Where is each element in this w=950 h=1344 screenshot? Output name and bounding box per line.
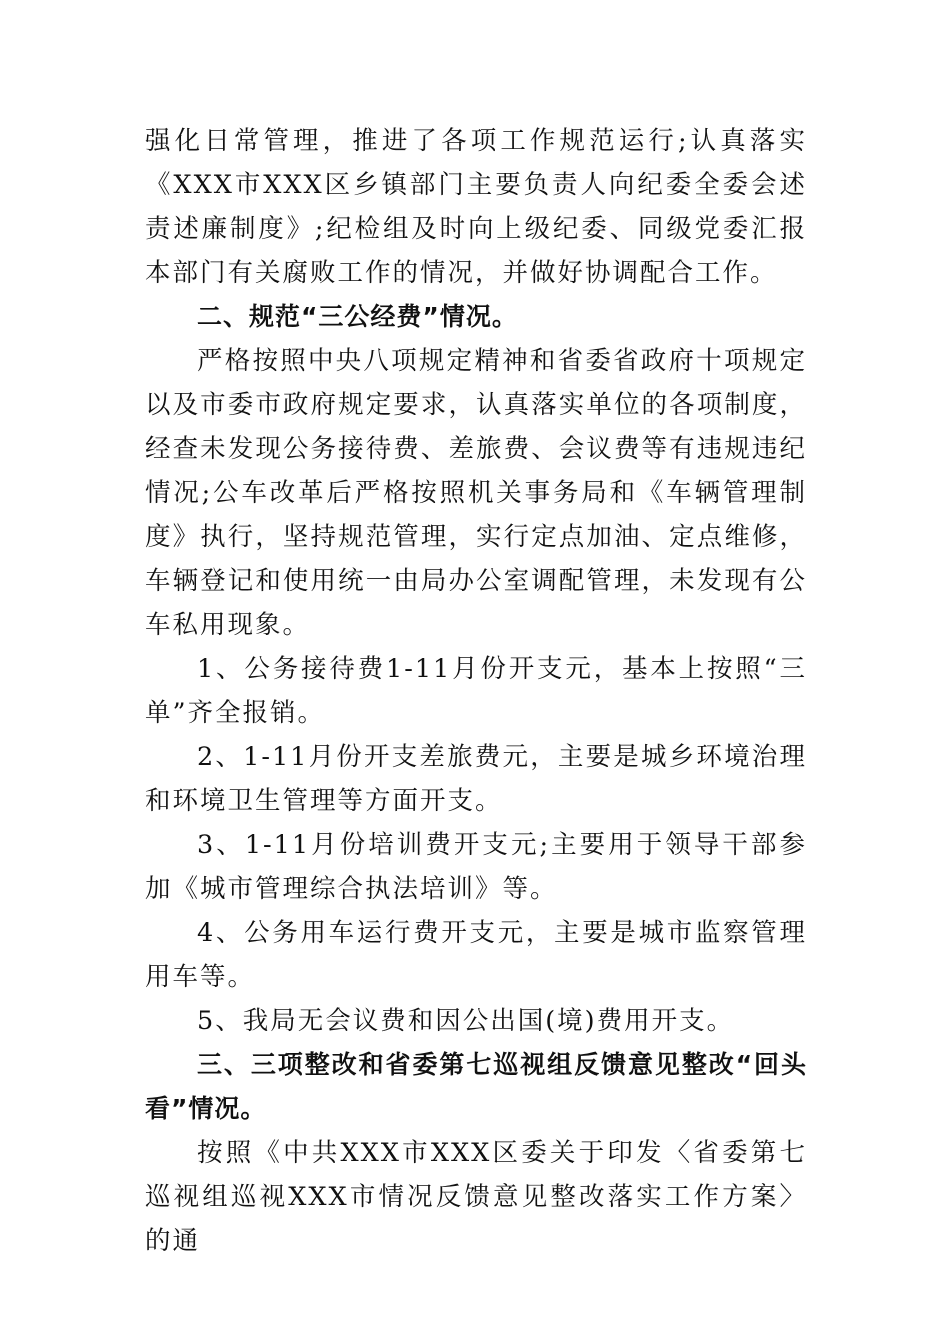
list-item-training-expense: 3、1-11月份培训费开支元;主要用于领导干部参加《城市管理综合执法培训》等。 — [145, 830, 807, 904]
paragraph-expense-regulation: 严格按照中央八项规定精神和省委省政府十项规定以及市委市政府规定要求，认真落实单位的各项制度，经查未发现公务接待费、差旅费、会议费等有违规违纪情况;公车改革后严格按照机关事务局和《车辆管理制度》执行，坚持规范管理，实行定点加油、定点维修，车辆登记和使用统一由局办公室调配管理，未发现有公车私用现象。 — [145, 346, 807, 640]
list-item-travel-expense: 2、1-11月份开支差旅费元，主要是城乡环境治理和环境卫生管理等方面开支。 — [145, 742, 807, 816]
list-item-reception-expense: 1、公务接待费1-11月份开支元，基本上按照“三单”齐全报销。 — [145, 654, 807, 728]
paragraph-rectification-notice: 按照《中共XXX市XXX区委关于印发〈省委第七巡视组巡视XXX市情况反馈意见整改落实工作方案〉的通 — [145, 1138, 807, 1256]
list-item-meeting-travel-abroad: 5、我局无会议费和因公出国(境)费用开支。 — [197, 1006, 735, 1036]
section-heading-three-public-expenses: 二、规范“三公经费”情况。 — [197, 302, 518, 331]
list-item-vehicle-expense: 4、公务用车运行费开支元，主要是城市监察管理用车等。 — [145, 918, 807, 992]
paragraph-oversight-summary: 强化日常管理，推进了各项工作规范运行;认真落实《XXX市XXX区乡镇部门主要负责人向纪委全委会述责述廉制度》;纪检组及时向上级纪委、同级党委汇报本部门有关腐败工作的情况，并做好协调配合工作。 — [145, 126, 807, 288]
document-body — [145, 119, 807, 1263]
section-heading-rectification-review: 三、三项整改和省委第七巡视组反馈意见整改“回头看”情况。 — [145, 1050, 807, 1123]
